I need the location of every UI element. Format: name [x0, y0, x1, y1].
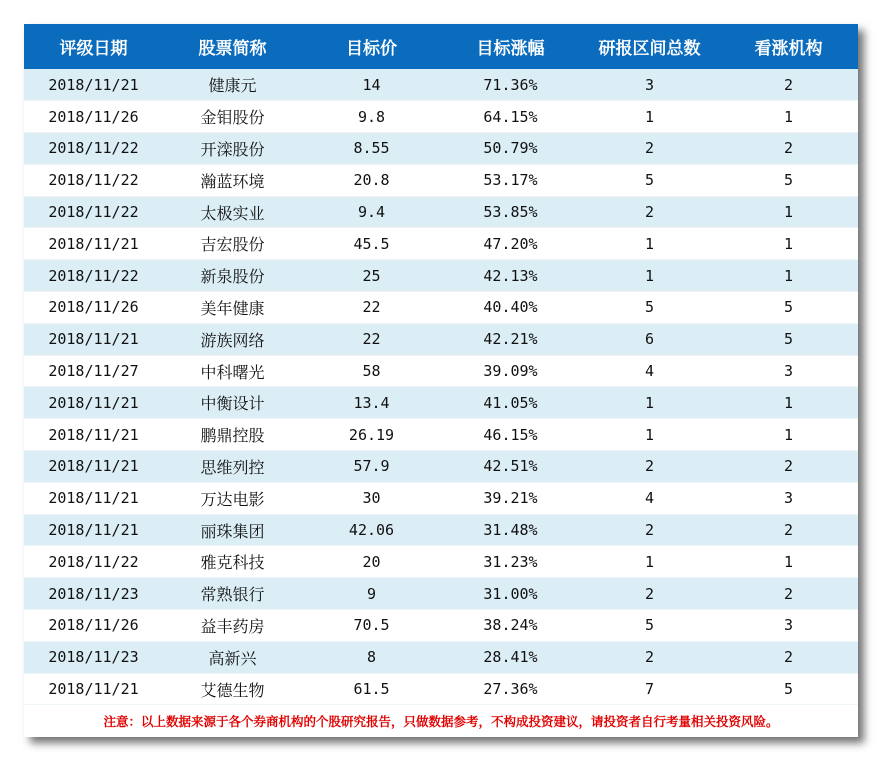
report-count-cell: 2 — [580, 578, 719, 610]
table-row — [24, 673, 858, 705]
table-row — [24, 164, 858, 196]
target-price-cell: 9 — [302, 578, 441, 610]
target-price-cell: 57.9 — [302, 451, 441, 483]
target-gain-cell: 64.15% — [441, 101, 580, 133]
rating-date-cell: 2018/11/22 — [24, 546, 163, 578]
target-price-cell: 20.8 — [302, 164, 441, 196]
stock-name-cell: 新泉股份 — [163, 260, 302, 292]
bullish-count-cell: 3 — [719, 355, 858, 387]
target-gain-cell: 39.09% — [441, 355, 580, 387]
stock-name-cell: 吉宏股份 — [163, 228, 302, 260]
table-row — [24, 482, 858, 514]
header-report-count: 研报区间总数 — [598, 39, 701, 59]
bullish-count-cell: 2 — [719, 514, 858, 546]
stock-name-cell: 中衡设计 — [163, 387, 302, 419]
bullish-count-cell: 1 — [719, 546, 858, 578]
bullish-count-cell: 5 — [719, 164, 858, 196]
bullish-count-cell: 1 — [719, 101, 858, 133]
report-count-cell: 5 — [580, 164, 719, 196]
report-count-cell: 1 — [580, 387, 719, 419]
stock-name-cell: 思维列控 — [163, 451, 302, 483]
target-price-cell: 9.4 — [302, 196, 441, 228]
rating-date-cell: 2018/11/22 — [24, 196, 163, 228]
rating-date-cell: 2018/11/21 — [24, 69, 163, 101]
report-count-cell: 1 — [580, 228, 719, 260]
target-gain-cell: 47.20% — [441, 228, 580, 260]
table-row — [24, 610, 858, 642]
table-row — [24, 546, 858, 578]
target-gain-cell: 46.15% — [441, 419, 580, 451]
rating-date-cell: 2018/11/22 — [24, 164, 163, 196]
bullish-count-cell: 2 — [719, 451, 858, 483]
table-row — [24, 101, 858, 133]
table-row — [24, 451, 858, 483]
report-count-cell: 5 — [580, 292, 719, 324]
target-price-cell: 61.5 — [302, 673, 441, 705]
target-gain-cell: 31.23% — [441, 546, 580, 578]
bullish-count-cell: 5 — [719, 323, 858, 355]
target-price-cell: 8 — [302, 641, 441, 673]
rating-date-cell: 2018/11/27 — [24, 355, 163, 387]
target-gain-cell: 39.21% — [441, 482, 580, 514]
rating-date-cell: 2018/11/22 — [24, 133, 163, 165]
table-row — [24, 69, 858, 101]
table-body — [24, 69, 858, 705]
target-price-cell: 8.55 — [302, 133, 441, 165]
stock-name-cell: 鹏鼎控股 — [163, 419, 302, 451]
table-header-row — [24, 24, 858, 69]
target-gain-cell: 31.00% — [441, 578, 580, 610]
stock-name-cell: 益丰药房 — [163, 610, 302, 642]
report-count-cell: 5 — [580, 610, 719, 642]
report-count-cell: 1 — [580, 419, 719, 451]
bullish-count-cell: 2 — [719, 69, 858, 101]
stock-name-cell: 万达电影 — [163, 482, 302, 514]
stock-name-cell: 常熟银行 — [163, 578, 302, 610]
header-stock-name: 股票简称 — [198, 39, 267, 59]
stock-name-cell: 中科曙光 — [163, 355, 302, 387]
target-price-cell: 13.4 — [302, 387, 441, 419]
report-count-cell: 1 — [580, 546, 719, 578]
bullish-count-cell: 3 — [719, 610, 858, 642]
rating-table — [24, 24, 858, 705]
rating-date-cell: 2018/11/21 — [24, 482, 163, 514]
target-gain-cell: 53.85% — [441, 196, 580, 228]
target-gain-cell: 28.41% — [441, 641, 580, 673]
stock-name-cell: 高新兴 — [163, 641, 302, 673]
rating-date-cell: 2018/11/21 — [24, 514, 163, 546]
target-gain-cell: 38.24% — [441, 610, 580, 642]
target-price-cell: 20 — [302, 546, 441, 578]
bullish-count-cell: 2 — [719, 133, 858, 165]
target-gain-cell: 42.21% — [441, 323, 580, 355]
rating-date-cell: 2018/11/26 — [24, 101, 163, 133]
target-price-cell: 22 — [302, 323, 441, 355]
header-target-price: 目标价 — [346, 39, 397, 59]
report-count-cell: 2 — [580, 514, 719, 546]
report-count-cell: 3 — [580, 69, 719, 101]
rating-date-cell: 2018/11/26 — [24, 610, 163, 642]
rating-date-cell: 2018/11/21 — [24, 228, 163, 260]
table-row — [24, 133, 858, 165]
stock-name-cell: 金钼股份 — [163, 101, 302, 133]
stock-name-cell: 健康元 — [163, 69, 302, 101]
rating-date-cell: 2018/11/21 — [24, 451, 163, 483]
rating-date-cell: 2018/11/22 — [24, 260, 163, 292]
table-row — [24, 228, 858, 260]
target-price-cell: 14 — [302, 69, 441, 101]
table-row — [24, 196, 858, 228]
rating-date-cell: 2018/11/26 — [24, 292, 163, 324]
stock-name-cell: 艾德生物 — [163, 673, 302, 705]
header-rating-date: 评级日期 — [59, 39, 128, 59]
report-count-cell: 4 — [580, 482, 719, 514]
report-count-cell: 2 — [580, 196, 719, 228]
target-gain-cell: 31.48% — [441, 514, 580, 546]
report-count-cell: 2 — [580, 451, 719, 483]
target-gain-cell: 42.51% — [441, 451, 580, 483]
table-row — [24, 323, 858, 355]
rating-date-cell: 2018/11/21 — [24, 419, 163, 451]
report-count-cell: 2 — [580, 641, 719, 673]
stock-name-cell: 丽珠集团 — [163, 514, 302, 546]
bullish-count-cell: 1 — [719, 260, 858, 292]
target-price-cell: 25 — [302, 260, 441, 292]
stock-name-cell: 瀚蓝环境 — [163, 164, 302, 196]
bullish-count-cell: 2 — [719, 578, 858, 610]
table-row — [24, 260, 858, 292]
bullish-count-cell: 1 — [719, 387, 858, 419]
target-gain-cell: 42.13% — [441, 260, 580, 292]
table-row — [24, 355, 858, 387]
rating-date-cell: 2018/11/23 — [24, 641, 163, 673]
bullish-count-cell: 3 — [719, 482, 858, 514]
target-gain-cell: 53.17% — [441, 164, 580, 196]
target-price-cell: 45.5 — [302, 228, 441, 260]
target-price-cell: 26.19 — [302, 419, 441, 451]
stock-name-cell: 太极实业 — [163, 196, 302, 228]
header-bullish-institutions: 看涨机构 — [754, 39, 823, 59]
bullish-count-cell: 1 — [719, 419, 858, 451]
stock-name-cell: 游族网络 — [163, 323, 302, 355]
report-count-cell: 4 — [580, 355, 719, 387]
table-row — [24, 578, 858, 610]
report-count-cell: 1 — [580, 101, 719, 133]
table-row — [24, 292, 858, 324]
report-count-cell: 2 — [580, 133, 719, 165]
target-price-cell: 9.8 — [302, 101, 441, 133]
rating-date-cell: 2018/11/21 — [24, 323, 163, 355]
report-table-panel — [24, 24, 858, 737]
report-count-cell: 1 — [580, 260, 719, 292]
bullish-count-cell: 2 — [719, 641, 858, 673]
stock-name-cell: 雅克科技 — [163, 546, 302, 578]
disclaimer-note: 注意：以上数据来源于各个券商机构的个股研究报告，只做数据参考，不构成投资建议，请投资者自行考量相关投资风险。 — [24, 707, 858, 737]
target-gain-cell: 27.36% — [441, 673, 580, 705]
report-count-cell: 6 — [580, 323, 719, 355]
rating-date-cell: 2018/11/21 — [24, 673, 163, 705]
rating-date-cell: 2018/11/21 — [24, 387, 163, 419]
target-price-cell: 30 — [302, 482, 441, 514]
target-price-cell: 58 — [302, 355, 441, 387]
rating-date-cell: 2018/11/23 — [24, 578, 163, 610]
bullish-count-cell: 5 — [719, 292, 858, 324]
stock-name-cell: 开滦股份 — [163, 133, 302, 165]
target-price-cell: 22 — [302, 292, 441, 324]
bullish-count-cell: 1 — [719, 196, 858, 228]
report-count-cell: 7 — [580, 673, 719, 705]
target-price-cell: 42.06 — [302, 514, 441, 546]
target-gain-cell: 71.36% — [441, 69, 580, 101]
bullish-count-cell: 5 — [719, 673, 858, 705]
table-row — [24, 641, 858, 673]
table-row — [24, 514, 858, 546]
target-price-cell: 70.5 — [302, 610, 441, 642]
header-target-gain: 目标涨幅 — [476, 39, 545, 59]
stock-name-cell: 美年健康 — [163, 292, 302, 324]
target-gain-cell: 40.40% — [441, 292, 580, 324]
target-gain-cell: 50.79% — [441, 133, 580, 165]
table-row — [24, 387, 858, 419]
target-gain-cell: 41.05% — [441, 387, 580, 419]
bullish-count-cell: 1 — [719, 228, 858, 260]
table-row — [24, 419, 858, 451]
